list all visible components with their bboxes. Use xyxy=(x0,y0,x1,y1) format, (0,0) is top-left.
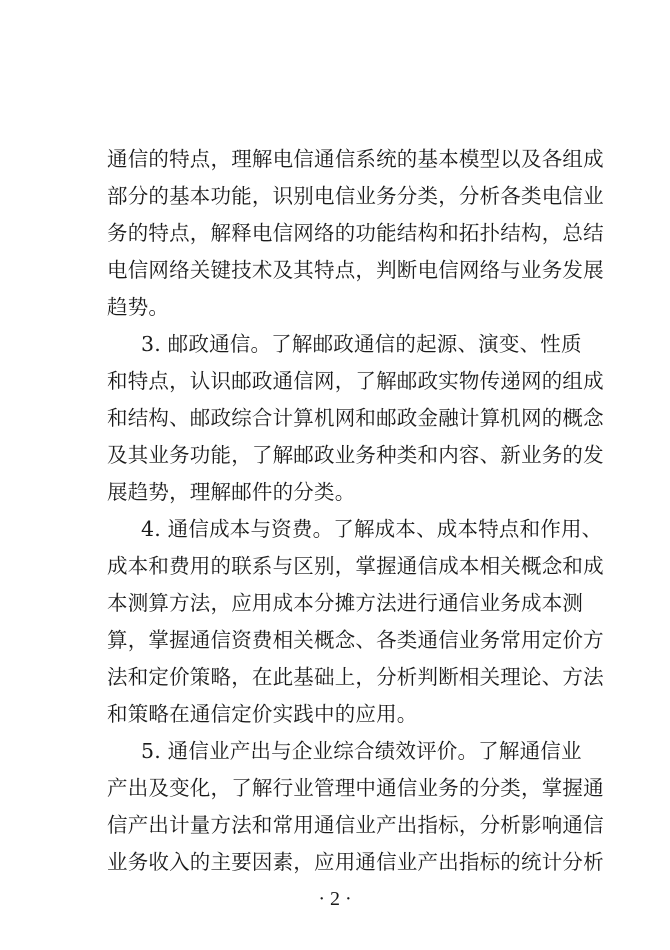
text-line-10: 展趋势，理解邮件的分类。 xyxy=(107,480,356,504)
text-line-3: 务的特点，解释电信网络的功能结构和拓扑结构，总结 xyxy=(107,221,604,245)
text-line-16: 和策略在通信定价实践中的应用。 xyxy=(107,702,418,726)
text-line-8: 和结构、邮政综合计算机网和邮政金融计算机网的概念 xyxy=(107,406,604,430)
text-line-7: 和特点，认识邮政通信网，了解邮政实物传递网的组成 xyxy=(107,369,604,393)
section-5-heading-line: 5. 通信业产出与企业综合绩效评价。了解通信业 xyxy=(141,739,582,763)
text-line-2: 部分的基本功能，识别电信业务分类，分析各类电信业 xyxy=(107,184,604,208)
text-line-18: 产出及变化，了解行业管理中通信业务的分类，掌握通 xyxy=(107,776,604,800)
text-line-20: 业务收入的主要因素，应用通信业产出指标的统计分析 xyxy=(107,850,604,874)
text-line-12: 成本和费用的联系与区别，掌握通信成本相关概念和成 xyxy=(107,554,604,578)
text-line-15: 法和定价策略，在此基础上，分析判断相关理论、方法 xyxy=(107,665,604,689)
text-line-13: 本测算方法，应用成本分摊方法进行通信业务成本测 xyxy=(107,591,584,615)
text-line-19: 信产出计量方法和常用通信业产出指标，分析影响通信 xyxy=(107,813,604,837)
page-number: · 2 · xyxy=(318,888,352,910)
section-3-heading-line: 3. 邮政通信。了解邮政通信的起源、演变、性质 xyxy=(141,332,582,356)
text-line-14: 算，掌握通信资费相关概念、各类通信业务常用定价方 xyxy=(107,628,604,652)
section-4-heading-line: 4. 通信成本与资费。了解成本、成本特点和作用、 xyxy=(141,517,603,541)
text-line-4: 电信网络关键技术及其特点，判断电信网络与业务发展 xyxy=(107,258,604,282)
text-line-9: 及其业务功能，了解邮政业务种类和内容、新业务的发 xyxy=(107,443,604,467)
text-line-5: 趋势。 xyxy=(107,295,170,319)
text-line-1: 通信的特点，理解电信通信系统的基本模型以及各组成 xyxy=(107,147,604,171)
